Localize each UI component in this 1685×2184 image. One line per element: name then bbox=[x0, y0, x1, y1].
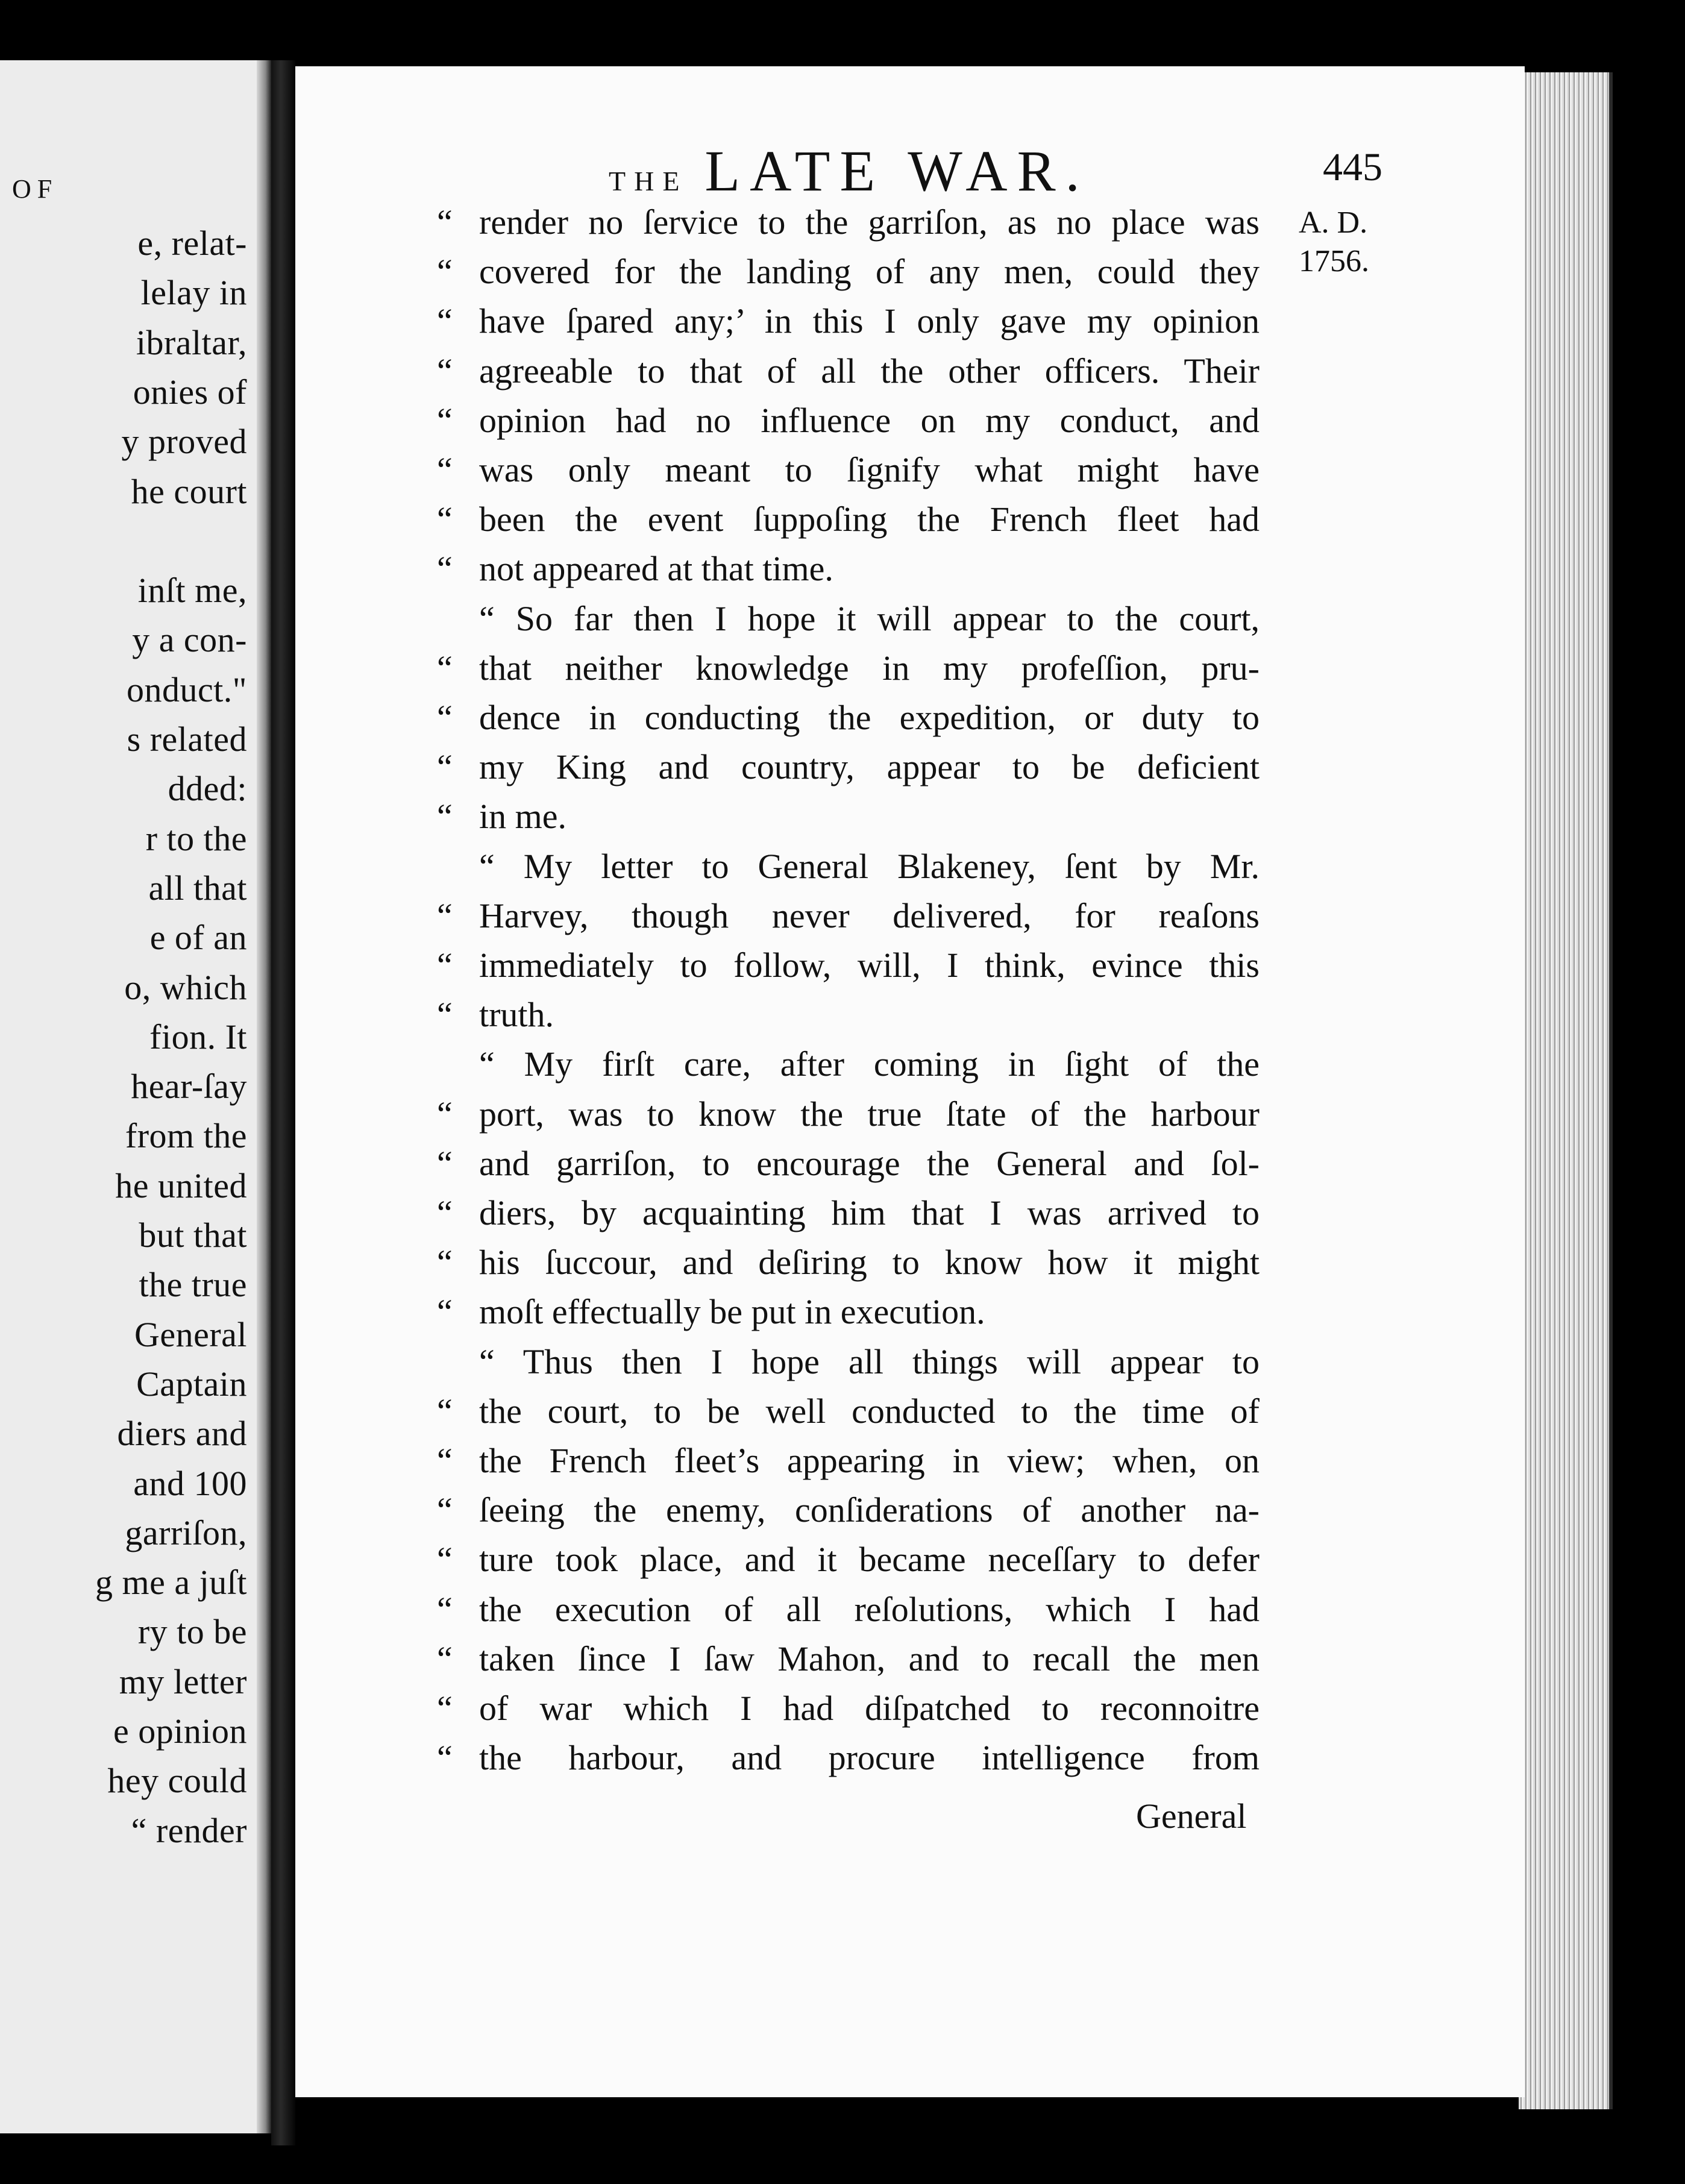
quote-mark: “ bbox=[437, 1589, 453, 1629]
book-spine bbox=[271, 60, 295, 2145]
quote-mark: “ bbox=[437, 797, 453, 836]
text-line bbox=[479, 1341, 1260, 1383]
running-head-small: THE bbox=[609, 166, 688, 196]
page-edges bbox=[1519, 72, 1613, 2109]
text-line bbox=[437, 1143, 1260, 1185]
left-page-line: r to the bbox=[145, 818, 247, 858]
quote-mark: “ bbox=[437, 1689, 453, 1728]
quote-mark: “ bbox=[437, 1193, 453, 1232]
left-page-line: e of an bbox=[149, 918, 247, 958]
quote-mark: “ bbox=[437, 1490, 453, 1530]
text-line bbox=[437, 1489, 1260, 1531]
text-line bbox=[437, 647, 1260, 689]
left-page-line: s related bbox=[127, 720, 247, 759]
text-line bbox=[437, 548, 1260, 590]
line-text: render no ſervice to the garriſon, as no place was bbox=[479, 202, 1260, 242]
quote-mark: “ bbox=[437, 1639, 453, 1678]
left-page-line: y proved bbox=[121, 422, 247, 462]
line-text: the harbour, and procure intelligence from bbox=[479, 1738, 1260, 1778]
line-text: moſt effectually be put in execution. bbox=[479, 1292, 985, 1332]
text-line bbox=[437, 1638, 1260, 1680]
text-line bbox=[479, 1043, 1260, 1085]
line-text: that neither knowledge in my profeſſion, pru- bbox=[479, 648, 1260, 688]
left-page-line: Captain bbox=[136, 1364, 247, 1404]
text-line bbox=[437, 1539, 1260, 1581]
line-text: Harvey, though never delivered, for reaſons bbox=[479, 896, 1260, 935]
line-text: truth. bbox=[479, 995, 554, 1035]
line-text: immediately to follow, will, I think, evince this bbox=[479, 946, 1260, 985]
text-line bbox=[437, 1440, 1260, 1482]
left-page-line: y a con- bbox=[132, 620, 247, 660]
left-page-line: he court bbox=[131, 471, 247, 511]
quote-mark: “ bbox=[437, 1441, 453, 1480]
text-line bbox=[437, 201, 1260, 243]
text-line bbox=[437, 1093, 1260, 1135]
quote-mark: “ bbox=[437, 1143, 453, 1183]
line-text: dence in conducting the expedition, or duty to bbox=[479, 698, 1260, 737]
left-page-line: dded: bbox=[168, 769, 247, 809]
quote-mark: “ bbox=[437, 698, 453, 737]
line-text: diers, by acquainting him that I was arrived to bbox=[479, 1193, 1260, 1232]
quote-mark: “ bbox=[437, 1094, 453, 1134]
text-line bbox=[437, 1192, 1260, 1234]
line-text: opinion had no influence on my conduct, and bbox=[479, 400, 1260, 440]
line-text: the court, to be well conducted to the time of bbox=[479, 1391, 1260, 1431]
line-text: taken ſince I ſaw Mahon, and to recall the men bbox=[479, 1639, 1260, 1678]
left-page-line: o, which bbox=[124, 967, 247, 1007]
quote-mark: “ bbox=[437, 351, 453, 391]
left-page-line: he united bbox=[115, 1166, 247, 1205]
left-page-line: onies of bbox=[133, 372, 247, 412]
line-text: covered for the landing of any men, could they bbox=[479, 252, 1260, 292]
text-line bbox=[437, 895, 1260, 937]
line-text: the French fleet’s appearing in view; when, on bbox=[479, 1441, 1260, 1480]
text-line bbox=[437, 795, 1260, 838]
text-line bbox=[437, 1737, 1260, 1779]
line-text: agreeable to that of all the other officers. Their bbox=[479, 351, 1260, 391]
line-text: “ My letter to General Blakeney, ſent by Mr. bbox=[479, 846, 1260, 886]
text-line bbox=[437, 944, 1260, 987]
quote-mark: “ bbox=[437, 301, 453, 341]
left-page-line: fion. It bbox=[149, 1017, 247, 1056]
line-text: not appeared at that time. bbox=[479, 549, 833, 589]
left-page-line: all that bbox=[148, 868, 247, 908]
line-text: and garriſon, to encourage the General and ſol- bbox=[479, 1143, 1260, 1183]
quote-mark: “ bbox=[437, 648, 453, 688]
quote-mark: “ bbox=[437, 500, 453, 539]
line-text: “ Thus then I hope all things will appear to bbox=[479, 1341, 1260, 1381]
left-page-line: e, relat- bbox=[137, 224, 247, 263]
page-number: 445 bbox=[1323, 145, 1382, 189]
line-text: of war which I had diſpatched to reconnoitre bbox=[479, 1689, 1260, 1728]
quote-mark: “ bbox=[437, 747, 453, 787]
line-text: “ My firſt care, after coming in ſight of the bbox=[479, 1044, 1260, 1084]
text-line bbox=[437, 251, 1260, 293]
quote-mark: “ bbox=[437, 252, 453, 292]
text-line bbox=[437, 1241, 1260, 1284]
left-page bbox=[0, 60, 271, 2133]
left-page-line: ry to be bbox=[137, 1612, 247, 1652]
running-head bbox=[609, 137, 1090, 204]
margin-note-year: 1756. bbox=[1299, 244, 1369, 278]
text-line bbox=[437, 498, 1260, 541]
line-text: my King and country, appear to be deficient bbox=[479, 747, 1260, 787]
quote-mark: “ bbox=[437, 946, 453, 985]
left-running-head: OF bbox=[12, 174, 58, 204]
quote-mark: “ bbox=[437, 450, 453, 489]
text-line bbox=[437, 400, 1260, 442]
line-text: ſeeing the enemy, conſiderations of another na- bbox=[479, 1490, 1260, 1530]
quote-mark: “ bbox=[437, 995, 453, 1035]
line-text: ture took place, and it became neceſſary to defer bbox=[479, 1540, 1260, 1580]
text-line bbox=[437, 1291, 1260, 1333]
margin-note-ad: A. D. bbox=[1299, 206, 1368, 240]
left-page-line: my letter bbox=[119, 1662, 247, 1701]
text-line bbox=[479, 846, 1260, 888]
quote-mark: “ bbox=[437, 1292, 453, 1332]
quote-mark: “ bbox=[437, 549, 453, 589]
left-page-line: ibraltar, bbox=[136, 322, 247, 362]
left-page-line: garriſon, bbox=[125, 1513, 247, 1552]
left-gutter-shadow bbox=[257, 60, 271, 2133]
text-line bbox=[437, 1390, 1260, 1432]
left-page-line: the true bbox=[139, 1265, 247, 1305]
running-head-large: LATE WAR. bbox=[704, 139, 1090, 203]
text-line bbox=[437, 350, 1260, 392]
line-text: the execution of all reſolutions, which I had bbox=[479, 1589, 1260, 1629]
quote-mark: “ bbox=[437, 1540, 453, 1580]
text-line bbox=[437, 449, 1260, 491]
quote-mark: “ bbox=[437, 1243, 453, 1282]
left-page-line: e opinion bbox=[113, 1712, 247, 1751]
quote-mark: “ bbox=[437, 896, 453, 935]
left-page-line: hey could bbox=[107, 1761, 247, 1801]
left-page-line: and 100 bbox=[133, 1463, 247, 1503]
left-page-line: onduct." bbox=[126, 670, 247, 709]
text-line bbox=[437, 746, 1260, 788]
line-text: been the event ſuppoſing the French fleet had bbox=[479, 500, 1260, 539]
quote-mark: “ bbox=[437, 1738, 453, 1778]
text-line bbox=[437, 300, 1260, 342]
line-text: “ So far then I hope it will appear to the court, bbox=[479, 598, 1260, 638]
text-line bbox=[479, 598, 1260, 640]
left-page-line: lelay in bbox=[140, 273, 247, 313]
line-text: was only meant to ſignify what might have bbox=[479, 450, 1260, 489]
catchword: General bbox=[1136, 1796, 1247, 1836]
left-page-line: inſt me, bbox=[137, 571, 247, 610]
text-line bbox=[437, 1687, 1260, 1730]
quote-mark: “ bbox=[437, 1391, 453, 1431]
quote-mark: “ bbox=[437, 400, 453, 440]
left-page-line: General bbox=[134, 1314, 247, 1354]
left-page-line: “ render bbox=[131, 1810, 247, 1850]
left-page-line: from the bbox=[125, 1116, 247, 1156]
line-text: in me. bbox=[479, 797, 566, 836]
left-page-line: but that bbox=[139, 1216, 247, 1255]
line-text: his ſuccour, and deſiring to know how it might bbox=[479, 1243, 1260, 1282]
left-page-line: g me a juſt bbox=[95, 1563, 247, 1602]
left-page-line: hear-ſay bbox=[131, 1067, 247, 1106]
quote-mark: “ bbox=[437, 202, 453, 242]
left-page-line: diers and bbox=[117, 1414, 247, 1454]
text-line bbox=[437, 1589, 1260, 1631]
text-line bbox=[437, 994, 1260, 1036]
line-text: port, was to know the true ſtate of the harbour bbox=[479, 1094, 1260, 1134]
text-line bbox=[437, 697, 1260, 739]
line-text: have ſpared any;’ in this I only gave my opinion bbox=[479, 301, 1260, 341]
